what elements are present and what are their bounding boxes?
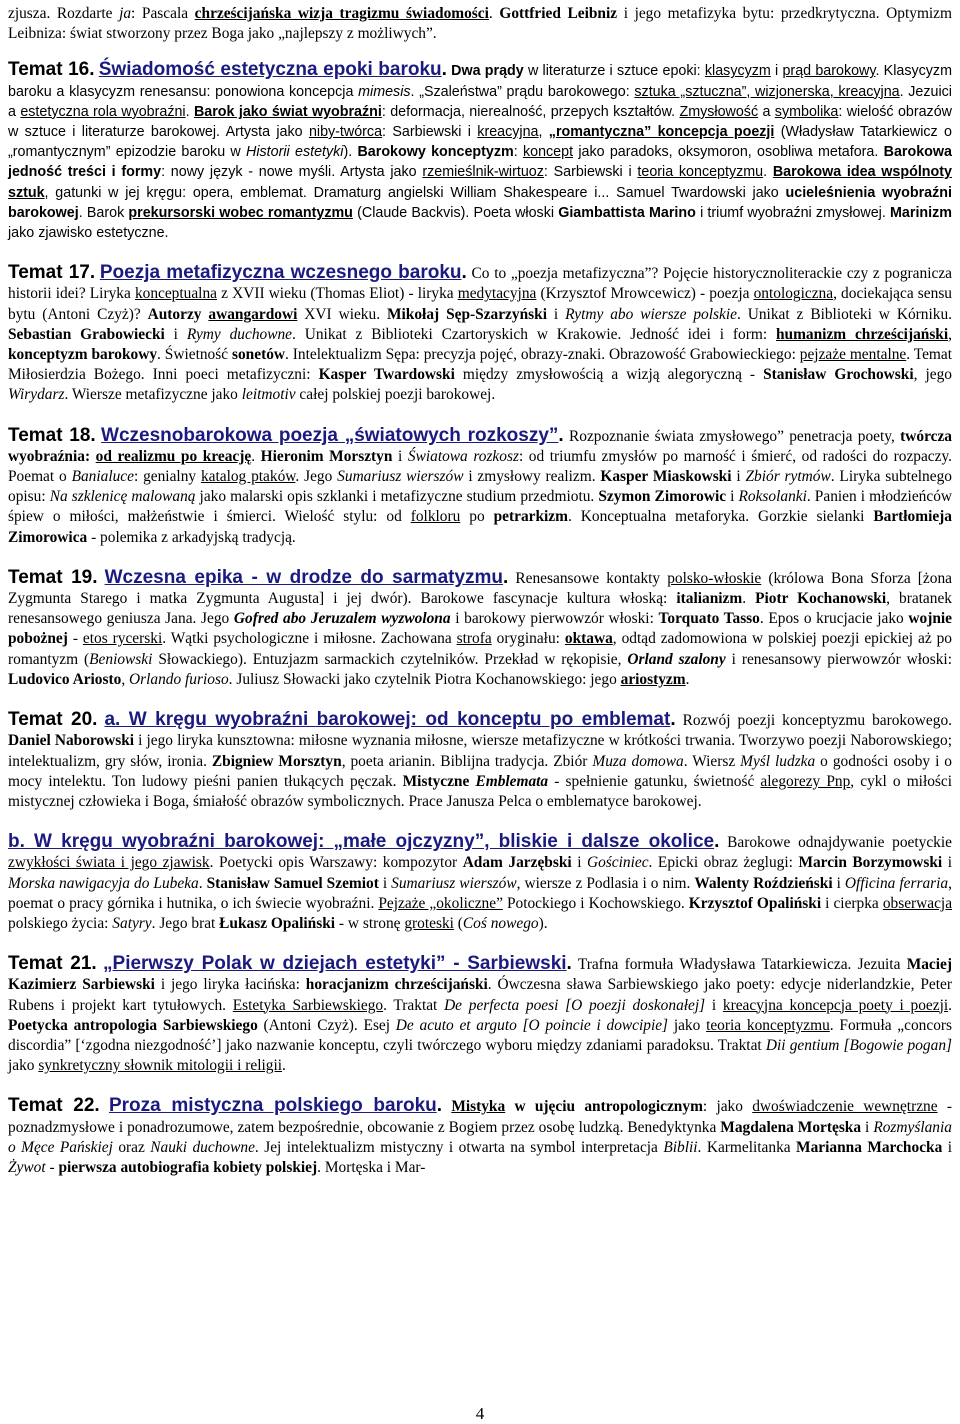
text-run: De acuto et arguto [O poincie i dowcipie] [395,1016,669,1034]
text-run: jako [8,1057,39,1075]
text-run: . [251,447,261,465]
text-run: i barokowy pierwowzór włoski: [450,610,659,628]
text-run: Beniowski [89,650,153,668]
text-run: i jego metafizyka bytu: przedkrytyczna. Optymizm Leibniza: świat stworzony przez Boga jako „najlepszy z możliwych”. [8,5,952,43]
text-run: Roksolanki [738,488,807,506]
text-run: . Karmelitanka [697,1138,797,1156]
text-run: . [282,1057,286,1075]
text-run: , wiersze z Podlasia i o nim. [516,874,695,892]
text-run: . Wiersz [683,752,741,770]
text-run: polskiego życia: [8,914,113,932]
text-run: . Panien i młodzieńców śpiew o miłości, małżeństwie i śmierci. Wielość stylu: od [8,488,953,526]
text-run: Słowackiego). Entuzjazm sarmackich czytelników. Przekład w rękopisie, [152,650,628,668]
topic-number: Temat 21. [8,953,97,975]
text-run: , [948,325,953,343]
topic-paragraph [8,954,952,1076]
text-run: Myśl ludzka [740,752,816,770]
text-run: Pejzaże „okoliczne” [378,894,503,912]
topic-title: b. W kręgu wyobraźni barokowej: „małe ojczyzny”, bliskie i dalsze okolice [8,831,715,853]
text-run: Trafna formuła Władysława Tatarkiewicza. Jezuita [571,956,907,974]
text-run: prąd barokowy [782,63,876,80]
spacer [8,44,952,60]
text-run: Piotr Kochanowski [755,590,887,608]
text-run: Estetyka Sarbiewskiego [232,996,384,1014]
text-run: Sumariusz wierszów [337,468,464,486]
text-run: : [513,144,523,161]
text-run: . [742,590,756,608]
text-run: i [164,325,187,343]
text-run: konceptualna [134,285,217,303]
text-run: Kasper Miaskowski [600,468,732,486]
text-run: : wielość obrazów w sztuce i literaturze barokowej. [8,103,952,141]
text-run: Dii gentium [Bogowie pogan] [765,1036,953,1054]
title-period: . [436,1095,443,1117]
text-run: Torquato Tasso [658,610,760,628]
text-run: (Antoni Czyż). Esej [257,1016,396,1034]
text-run: awangardowi [208,305,298,323]
spacer [8,243,952,263]
text-run: synkretyczny słownik mitologii i religii [38,1057,283,1075]
text-run: ). [343,144,358,161]
topic-paragraph [8,568,952,690]
text-run: - spełnienie gatunku, świetność [548,772,761,790]
text-run: . Jezuici a [8,83,952,120]
text-run: . Wiersze metafizyczne jako [64,386,242,404]
text-run: Marianna Marchocka [796,1138,943,1156]
text-run: medytacyjna [457,285,537,303]
text-run: . Temat Miłosierdzia Bożego. Inni poeci metafizyczni: [8,346,952,384]
text-run [442,1098,451,1115]
text-run: rzemieślnik-wirtuoz [422,164,544,181]
title-period: . [558,424,564,446]
text-run: sztuka „sztuczna”, wizjonerska, kreacyjna [634,83,900,100]
title-period: . [503,566,509,588]
text-run: i [392,447,408,465]
text-run: italianizm [676,590,743,608]
text-run: . Epos o krucjacie jako [759,610,909,628]
text-run: i [546,305,566,323]
topic-number: Temat 18. [8,424,96,446]
text-run: pejzaże mentalne [799,346,907,364]
text-run: Gościniec [587,854,649,872]
text-run: oryginału: [491,630,565,648]
text-run: Hieronim Morsztyn [260,447,393,465]
text-run: estetyczna rola wyobraźni [20,103,186,120]
text-run: po [460,508,494,526]
topic-number: Temat 20. [8,709,98,731]
text-run: , [121,670,130,688]
text-run: : od triumfu zmysłów po marność i śmierć, od radości do rozpaczy. Poemat o [8,447,953,486]
text-run: „romantyczna” koncepcja poezji [548,124,775,141]
text-run: . Formuła „concors discordia” [‘zgodna niezgodność’] jako nazwanie konceptu, czyli twórczego wyboru między zdaniami paradoksu. Traktat [8,1016,953,1054]
text-run: Szymon Zimorowic [598,488,727,506]
text-run: chrześcijańska wizja tragizmu świadomości [194,5,489,22]
spacer [8,1076,952,1096]
text-run: ja [119,5,132,22]
text-run: Światowa rozkosz [407,447,519,465]
text-run: i [726,488,739,506]
topic-number: Temat 22. [8,1095,100,1117]
text-run: petrarkizm [493,508,568,526]
topic-paragraph [8,1096,952,1178]
text-run: Gottfried Leibniz [499,5,618,22]
text-run: Bartłomieja Zimorowica [8,508,952,546]
document-page [8,4,952,1178]
text-run: Daniel Naborowski [8,732,135,750]
text-run: pierwsza autobiografia kobiety polskiej [58,1158,318,1176]
text-run: i [571,854,587,872]
text-run: jako zjawisko estetyczne. [8,225,169,242]
text-run: , cykl o miłości mistycznej człowieka i Boga, śmiałość obrazów symbolicznych. Prace Janusza Pelca o emblematyce barokowej. [8,772,953,810]
text-run: o godności osoby i o mocy intelektu. Ton ludowy pieśni panien tłukących pęczak. [8,752,953,790]
topic-number: Temat 17. [8,262,96,284]
text-run: niby-twórca [308,124,383,141]
text-run: Mistyczne [402,772,476,790]
text-run: wojnie pobożnej [8,610,953,648]
text-run: oraz [112,1138,151,1156]
text-run: i [705,996,723,1014]
spacer [8,548,952,568]
text-run: sonetów [232,346,286,364]
topic-title: Wczesnobarokowa poezja „światowych rozkoszy” [101,424,559,446]
text-run: . Ówczesna sława Sarbiewskiego jako poety: edycje niderlandzkie, Peter Rubens i projekt kart tytułowych. [8,976,952,1014]
text-run: całej polskiej poezji barokowej. [295,386,496,404]
text-run: Sebastian Grabowiecki [8,325,165,343]
text-run: , poeta arianin. Biblijna tradycja. Zbiór [341,752,593,770]
text-run: : genialny [133,468,201,486]
text-run: Coś nowego [462,914,539,932]
topic-title: Proza mistyczna polskiego baroku [108,1095,437,1117]
text-run: : deformacja, nierealność, przepych kształtów. [381,103,680,120]
text-run: ucieleśnienia wyobraźni barokowej [8,184,952,221]
text-run: - [45,1158,59,1176]
text-run: Satyry [112,914,152,932]
text-run: . [685,670,690,688]
text-run: Łukasz Opaliński [219,914,336,932]
topic-title: Poezja metafizyczna wczesnego baroku [99,262,462,284]
text-run: . [948,996,952,1014]
text-run: Rytmy abo wiersze polskie [565,305,737,323]
text-run: Krzysztof Opaliński [688,894,822,912]
text-run: Ludovico Ariosto [8,670,122,688]
text-run: . Świetność [157,346,232,364]
text-run: etos rycerski [82,630,163,648]
topic-paragraph [8,426,952,548]
text-run: i [832,874,845,892]
text-run: . „Szaleństwa” prądu barokowego: [410,83,635,100]
text-run: jako malarski opis szklanki i metafizyczne studium przedmiotu. [195,488,599,506]
text-run: w literaturze i sztuce epoki: [523,63,705,80]
text-run: . Poetycki opis Warszawy: kompozytor [209,854,463,872]
text-run: strofa [456,630,492,648]
spacer [8,812,952,832]
text-run: - [67,630,83,648]
text-run: , dociekająca sensu bytu (Antoni Czyż)? [8,285,953,323]
text-run: XVI wieku. [297,305,387,323]
text-run: i cierpka [821,894,883,912]
text-run: w ujęciu antropologicznym [514,1098,703,1116]
text-run: dwoświadczenie wewnętrzne [752,1098,938,1116]
text-run: Wirydarz [8,386,65,404]
text-run: Maciej Kazimierz Sarbiewski [8,956,952,994]
text-run: folkloru [410,508,461,526]
text-run: . Jego [295,468,338,486]
text-run: Emblemata [475,772,549,790]
text-run: polsko-włoskie [667,569,762,587]
text-run: i [861,1118,874,1136]
text-run: Dwa prądy [451,63,524,80]
text-run: Mistyka [451,1098,506,1116]
text-run: symbolika [774,103,839,120]
topic-paragraph [8,263,952,405]
text-run: Historii estetyki [246,144,344,161]
text-run: Barokowy konceptyzm [357,144,514,161]
text-run: Barokowa jedność treści i formy [8,144,952,181]
title-period: . [566,953,572,975]
text-run: Rozwój poezji konceptyzmu barokowego. [675,712,952,730]
text-run: Co to „poezja metafizyczna”? Pojęcie historycznoliterackie czy z pogranicza historii idei? Liryka [8,265,952,303]
text-run: . [198,874,207,892]
spacer [8,934,952,954]
text-run: . Traktat [383,996,445,1014]
text-run: Mikołaj Sęp-Szarzyński [386,305,547,323]
text-run: Na szklenicę malowaną [49,488,196,506]
text-run: od realizmu po kreację [95,447,252,465]
text-run: . Wątki psychologiczne i miłosne. Zachowana [162,630,457,648]
text-run: . Barok [78,204,129,221]
text-run: . Jego brat [151,914,220,932]
text-run: . Intelektualizm Sępa: precyzja pojęć, obrazy-znaki. Obrazowość Grabowieckiego: [285,346,800,364]
title-period: . [461,262,467,284]
text-run: , odtąd zadomowiona w polskiej poezji epickiej aż po romantyzm ( [8,630,952,668]
text-run: : Sarbiewski i [382,124,478,141]
text-run: i [378,874,392,892]
text-run: (Krzysztof Mrowcewicz) - poezja [536,285,754,303]
text-run: Zbigniew Morsztyn [211,752,342,770]
text-run: . [488,5,500,22]
text-run: i [770,63,783,80]
text-run: Marinizm [890,204,952,221]
text-run: Autorzy [147,305,209,323]
text-run: z XVII wieku (Thomas Eliot) - liryka [217,285,458,303]
text-run: ariostyzm [620,670,686,688]
text-run: Marcin Borzymowski [798,854,943,872]
text-run: Sumariusz wierszów [391,874,517,892]
text-run: , bratanek renesansowego geniusza Jana. Jego [8,590,952,628]
text-run: , poemat o pracy górnika i hutnika, o ich świecie wyobraźni. [8,874,952,912]
text-run: i [731,468,746,486]
text-run: Barokowe odnajdywanie poetyckie [719,834,952,852]
text-run: Muza domowa [592,752,684,770]
text-run: klasycyzm [704,63,771,80]
text-run: ( [453,914,463,932]
text-run: Biblii [663,1138,698,1156]
text-run: De perfecta poesi [O poezji doskonałej] [444,996,706,1014]
text-run: , [538,124,549,141]
text-run: - w stronę [335,914,405,932]
text-run: - polemika z arkadyjską tradycją. [87,528,296,546]
text-run: Barok jako świat wyobraźni [193,103,382,120]
text-run: a [758,103,775,120]
text-run: : jako [702,1098,753,1116]
topic-paragraph [8,832,952,934]
text-run: zjusza. Rozdarte [8,5,120,22]
text-run: Morska nawigacyja do Lubeka [8,874,199,892]
text-run: mimesis [358,83,411,100]
text-run: . Juliusz Słowacki jako czytelnik Piotra Kochanowskiego: jego [228,670,621,688]
topic-number: Temat 16. [8,59,95,81]
text-run: . [763,164,773,181]
text-run: i zmysłowy realizm. [463,468,601,486]
title-period: . [670,709,676,731]
text-run: groteski [404,914,454,932]
text-run: : Pascala [131,5,195,22]
topic-paragraph [8,710,952,812]
text-run: . Unikat z Biblioteki Czartoryskich w Krakowie. Jedność idei i form: [292,325,776,343]
text-run: . Unikat z Biblioteki w Kórniku. [736,305,953,323]
spacer [8,690,952,710]
text-run: Stanisław Grochowski [763,366,914,384]
text-run: horacjanizm chrześcijański [305,976,488,994]
text-run: prekursorski wobec romantyzmu [128,204,353,221]
text-run: Zbiór rytmów [745,468,831,486]
text-run: jako paradoks, oksymoron, osobliwa metafora. [573,144,884,161]
text-run: kreacyjna koncepcja poety i poezji [722,996,949,1014]
text-run: obserwacja [882,894,953,912]
text-run: alegorezy Pnp [760,772,851,790]
text-run: i jego liryka łacińska: [154,976,306,994]
text-run: Rozmyślania o Męce Pańskiej [8,1118,952,1156]
text-run: jako [668,1016,707,1034]
text-run: . Jej intelektualizm mistyczny i otwarta na symbol interpretacja [254,1138,664,1156]
text-run: konceptyzm barokowy [8,346,158,364]
text-run: kreacyjna [477,124,539,141]
text-run: i [942,1138,953,1156]
text-run: leitmotiv [241,386,296,404]
text-run: (królowa Bona Sforza [żona Zygmunta Starego i matka Zygmunta Augusta] i jej dwór). Barokowe fascynacje kultura włoską: [8,569,952,608]
text-run: Renesansowe kontakty [508,569,668,587]
text-run: Barokowa idea wspólnoty sztuk [8,164,952,201]
topic-title: a. W kręgu wyobraźni barokowej: od konceptu po emblemat [104,709,671,731]
text-run: Gofred abo Jeruzalem wyzwolona [233,610,451,628]
text-run: . Konceptualna metaforyka. Gorzkie sielanki [567,508,874,526]
text-run: Officina ferraria [844,874,949,892]
text-run: , jego [913,366,952,384]
text-run: . Liryka subtelnego opisu: [8,468,952,506]
text-run: i triumf wyobraźni zmysłowej. [695,204,891,221]
text-run: Stanisław Samuel Szemiot [206,874,379,892]
text-run: Nauki duchowne [150,1138,255,1156]
text-run: Magdalena Mortęska [720,1118,862,1136]
text-run: . Epicki obraz żeglugi: [648,854,799,872]
text-run: Adam Jarzębski [462,854,572,872]
title-period: . [714,831,720,853]
text-run: Kasper Twardowski [318,366,455,384]
text-run: Banialuce [71,468,134,486]
text-run: Giambattista Marino [558,204,696,221]
topic-paragraph [8,60,952,243]
text-run: Orland szalony [627,650,726,668]
text-run: teoria konceptyzmu [637,164,764,181]
text-run: twórcza wyobraźnia: [8,427,952,465]
text-run: i [942,854,952,872]
topic-number: Temat 19. [8,566,98,588]
text-run: teoria konceptyzmu [706,1016,830,1034]
title-period: . [441,59,447,81]
text-run: (Władysław Tatarkiewicz o „romantycznym” epizodzie baroku w [8,124,952,161]
text-run: ontologiczna [753,285,834,303]
text-run: Żywot [8,1158,46,1176]
text-run: katalog ptaków [200,468,296,486]
text-run: (Claude Backvis). Poeta włoski [352,204,559,221]
spacer [8,406,952,426]
text-run: humanizm chrześcijański [775,325,949,343]
intro-paragraph [8,4,952,44]
topic-title: Wczesna epika - w drodze do sarmatyzmu [104,566,504,588]
text-run: między zmysłowością a wizją alegoryczną - [454,366,764,384]
topic-title: „Pierwszy Polak w dziejach estetyki” - Sarbiewski [103,953,567,975]
text-run: oktawa [564,630,613,648]
text-run: . [185,103,194,120]
text-run: ). [538,914,548,932]
text-run: : Sarbiewski i [543,164,638,181]
text-run: - poznadzmysłowe i ponadrozumowe, zatem bezpośrednie, obcowanie z Bogiem przez osobę ludzką. Benedyktynka [8,1098,952,1136]
text-run: Rozpoznanie świata zmysłowego” penetracja poety, [563,427,901,445]
text-run: zwykłości świata i jego zjawisk [8,854,210,872]
text-run: i renesansowy pierwowzór włoski: [725,650,952,668]
text-run: Poetycka antropologia Sarbiewskiego [8,1016,258,1034]
text-run: i jego liryka kunsztowna: miłosne wyznania miłosne, wiersze metafizyczne w krótkości trwania. Tworzywo poezji Naborowskiego; intelektualizm, gry słów, ironia. [8,732,952,770]
text-run: Orlando furioso [129,670,229,688]
text-run: : nowy język - nowe myśli. Artysta jako [161,164,423,181]
text-run: Zmysłowość [679,103,759,120]
page-number: 4 [475,1404,485,1423]
text-run: . Mortęska i Mar- [317,1158,426,1176]
text-run: Rymy duchowne [186,325,293,343]
text-run: Potockiego i Kochowskiego. [502,894,689,912]
text-run: Walenty Roździeński [694,874,833,892]
text-run: koncept [522,144,574,161]
text-run: . Klasycyzm baroku a klasycyzm renesansu: ponowiona koncepcja [8,63,952,100]
text-run: , gatunki w jej kręgu: opera, emblemat. Dramaturg angielski William Shakespeare i... Samuel Twardowski jako [44,184,786,201]
topic-title: Świadomość estetyczna epoki baroku [98,59,442,81]
text-run: Artysta jako [220,124,309,141]
topics-list [8,60,952,1178]
